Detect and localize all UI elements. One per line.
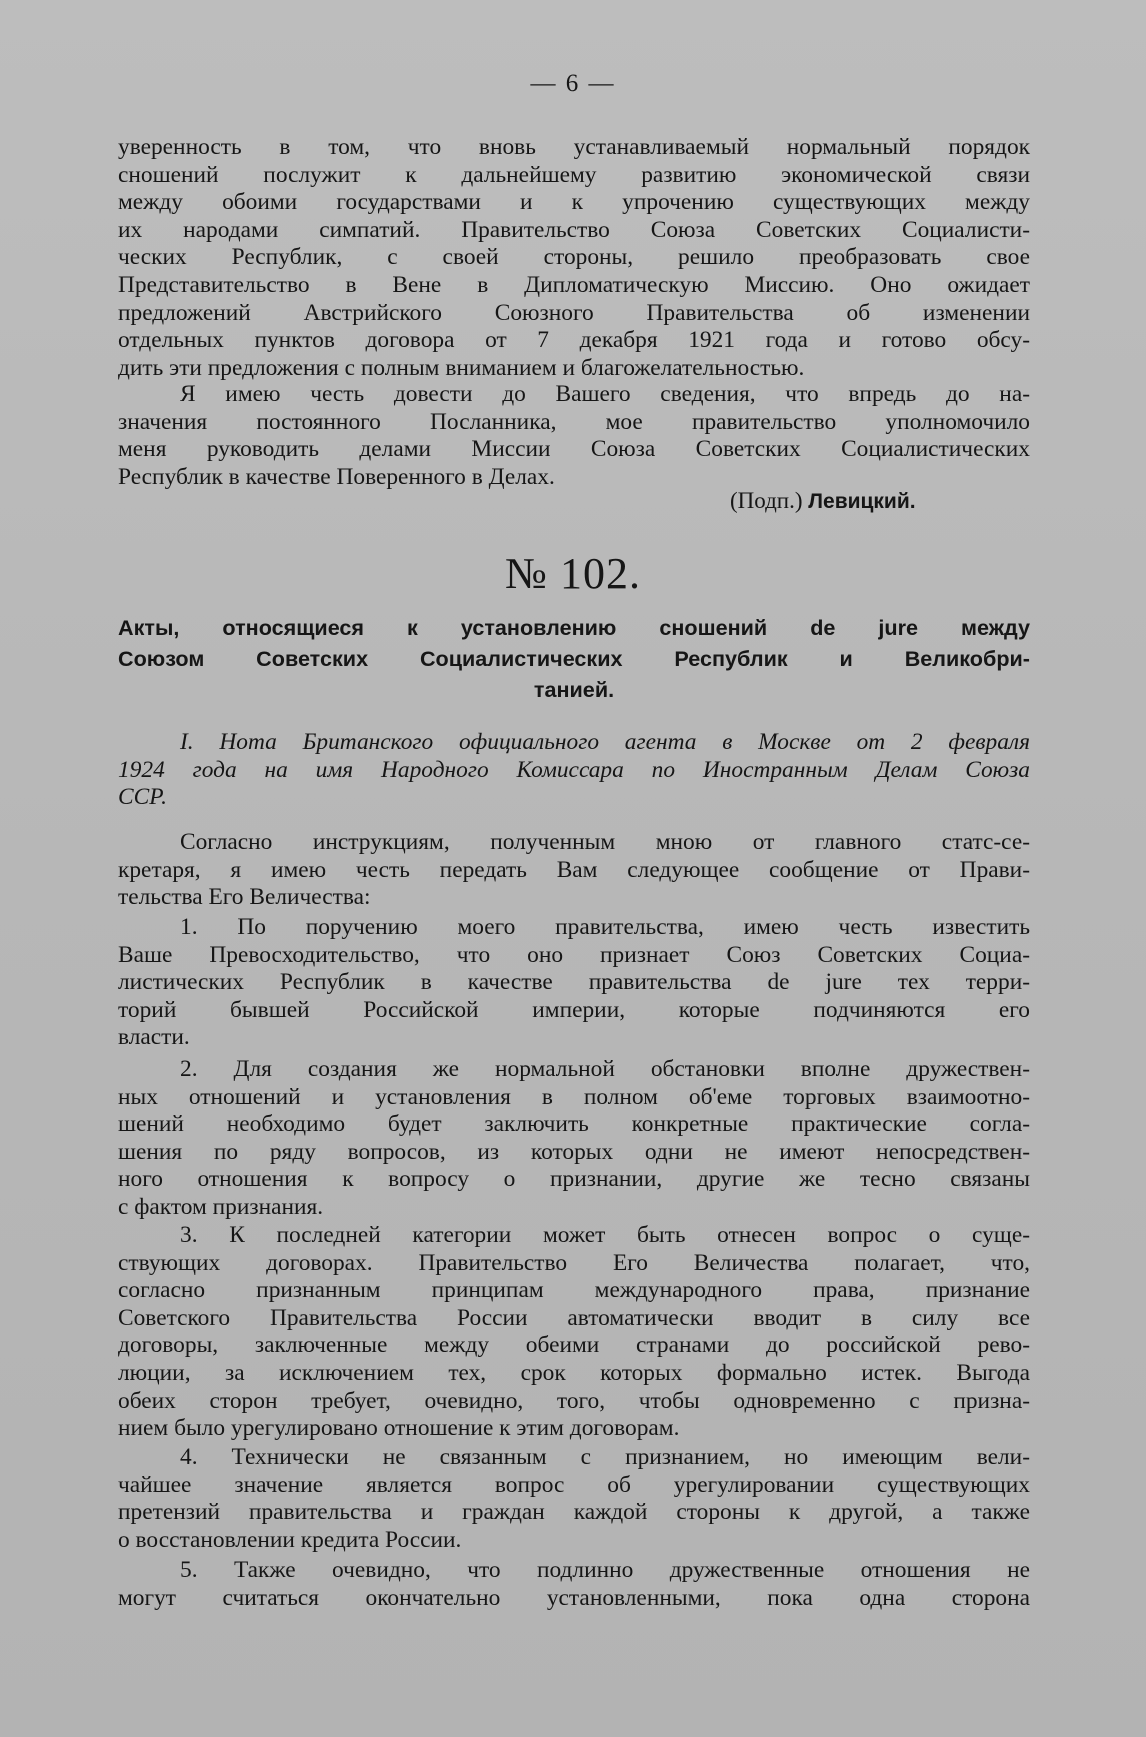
opening-paragraph xyxy=(118,134,1030,382)
note-title xyxy=(118,729,1030,812)
text-line: Республик в качестве Поверенного в Делах. xyxy=(118,463,555,490)
text-line: Я имею честь довести до Вашего сведения, что впредь до на- xyxy=(180,381,1030,407)
text-line: 4. Технически не связанным с признанием, но имеющим вели- xyxy=(180,1444,1030,1470)
text-line: отдельных пунктов договора от 7 декабря 1921 года и готово обсу- xyxy=(118,327,1030,354)
item-2 xyxy=(118,1056,1030,1222)
text-line: 1. По поручению моего правительства, имею честь известить xyxy=(180,914,1030,940)
text-line: 3. К последней категории может быть отнесен вопрос о суще- xyxy=(180,1222,1030,1248)
text-line: шения по ряду вопросов, из которых одни не имеют непосредствен- xyxy=(118,1138,1030,1165)
item-4 xyxy=(118,1444,1030,1554)
text-line: могут считаться окончательно установленными, пока одна сторона xyxy=(118,1584,1030,1611)
text-line: кретаря, я имею честь передать Вам следующее сообщение от Прави- xyxy=(118,856,1030,883)
text-line: I. Нота Британского официального агента в Москве от 2 февраля xyxy=(180,729,1030,755)
heading-line: танией. xyxy=(533,677,615,702)
text-line: люции, за исключением тех, срок которых формально истек. Выгода xyxy=(118,1359,1030,1386)
text-line: сношений послужит к дальнейшему развитию экономической связи xyxy=(118,161,1030,188)
text-line: ных отношений и установления в полном об'еме торговых взаимоотно- xyxy=(118,1083,1030,1110)
text-line: значения постоянного Посланника, мое правительство уполномочило xyxy=(118,408,1030,435)
signature-name: Левицкий. xyxy=(808,490,916,513)
text-line: между обоими государствами и к упрочению существующих между xyxy=(118,189,1030,216)
text-line: чайшее значение является вопрос об урегулировании существующих xyxy=(118,1471,1030,1498)
text-line: нием было урегулировано отношение к этим договорам. xyxy=(118,1415,680,1442)
page-number: — 6 — xyxy=(530,70,616,97)
signature xyxy=(730,488,916,514)
item-1 xyxy=(118,914,1030,1052)
text-line: Советского Правительства России автоматически вводит в силу все xyxy=(118,1304,1030,1331)
text-line: 2. Для создания же нормальной обстановки вполне дружествен- xyxy=(180,1056,1030,1082)
text-line: согласно признанным принципам международного права, признание xyxy=(118,1277,1030,1304)
text-line: с фактом признания. xyxy=(118,1193,324,1220)
second-paragraph xyxy=(118,381,1030,491)
intro-paragraph xyxy=(118,829,1030,912)
text-line: Представительство в Вене в Дипломатическую Миссию. Оно ожидает xyxy=(118,271,1030,298)
text-line: уверенность в том, что вновь устанавливаемый нормальный порядок xyxy=(118,134,1030,160)
text-line: договоры, заключенные между обеими странами до российской рево- xyxy=(118,1332,1030,1359)
text-line: ческих Республик, с своей стороны, решило преобразовать свое xyxy=(118,244,1030,271)
text-line: тельства Его Величества: xyxy=(118,884,371,911)
text-line: их народами симпатий. Правительство Союза Советских Социалисти- xyxy=(118,216,1030,243)
text-line: власти. xyxy=(118,1024,190,1051)
text-line: 5. Также очевидно, что подлинно дружественные отношения не xyxy=(180,1557,1030,1583)
text-line: о восстановлении кредита России. xyxy=(118,1526,462,1553)
item-5 xyxy=(118,1557,1030,1612)
text-line: ствующих договорах. Правительство Его Величества полагает, что, xyxy=(118,1249,1030,1276)
text-line: претензий правительства и граждан каждой стороны к другой, а также xyxy=(118,1499,1030,1526)
text-line: дить эти предложения с полным вниманием и благожелательностью. xyxy=(118,354,805,381)
heading-line: Акты, относящиеся к установлению сношений de jure между xyxy=(118,615,1030,640)
document-number: № 102. xyxy=(505,549,641,598)
text-line: шений необходимо будет заключить конкретные практические согла- xyxy=(118,1111,1030,1138)
text-line: Ваше Превосходительство, что оно признает Союз Советских Социа- xyxy=(118,941,1030,968)
text-line: меня руководить делами Миссии Союза Советских Социалистических xyxy=(118,436,1030,463)
text-line: листических Республик в качестве правительства de jure тех терри- xyxy=(118,969,1030,996)
text-line: Согласно инструкциям, полученным мною от главного статс-се- xyxy=(180,829,1030,855)
text-line: торий бывшей Российской империи, которые подчиняются его xyxy=(118,996,1030,1023)
item-3 xyxy=(118,1222,1030,1443)
section-heading xyxy=(118,612,1030,705)
text-line: предложений Австрийского Союзного Правительства об изменении xyxy=(118,299,1030,326)
heading-line: Союзом Советских Социалистических Республик и Великобри- xyxy=(118,646,1030,671)
text-line: обеих сторон требует, очевидно, того, чтобы одновременно с призна- xyxy=(118,1387,1030,1414)
text-line: ного отношения к вопросу о признании, другие же тесно связаны xyxy=(118,1166,1030,1193)
text-line: 1924 года на имя Народного Комиссара по Иностранным Делам Союза xyxy=(118,756,1030,783)
signature-prefix: (Подп.) xyxy=(730,488,803,513)
text-line: ССР. xyxy=(118,784,167,811)
